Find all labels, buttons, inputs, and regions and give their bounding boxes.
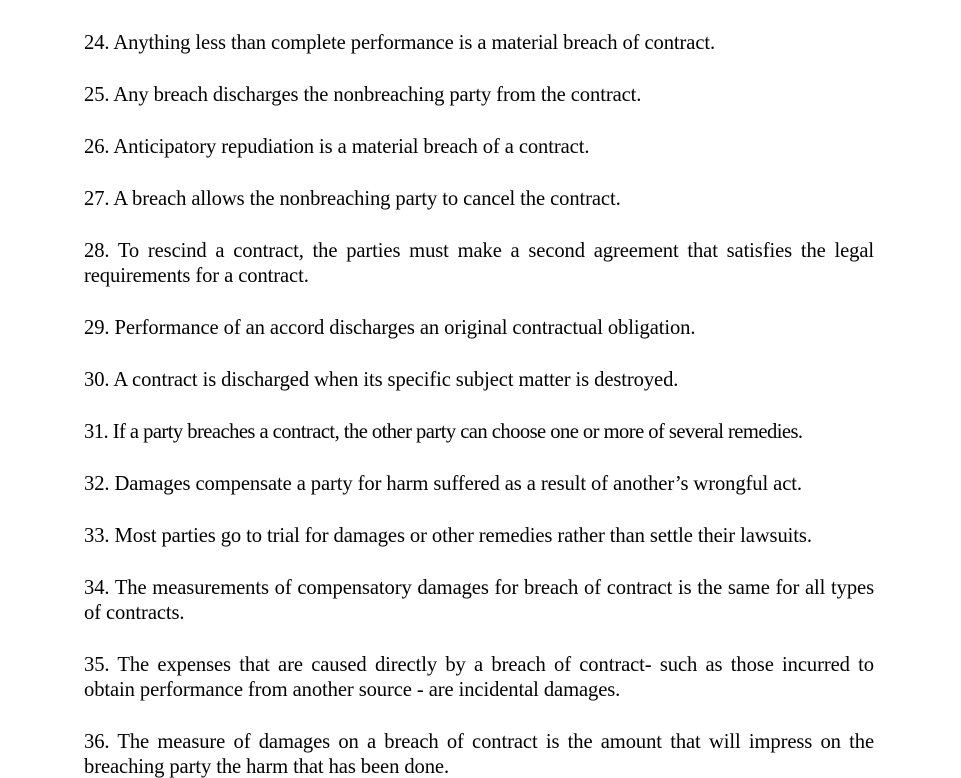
list-item: 24. Anything less than complete performance is a material breach of contract. — [84, 32, 716, 54]
list-item: 26. Anticipatory repudiation is a material breach of a contract. — [84, 136, 590, 158]
list-item: 32. Damages compensate a party for harm suffered as a result of another’s wrongful act. — [84, 473, 802, 495]
list-item: 25. Any breach discharges the nonbreaching party from the contract. — [84, 84, 642, 106]
cropped-previous-line — [84, 0, 274, 4]
list-item: 31. If a party breaches a contract, the other party can choose one or more of several remedies. — [84, 421, 803, 443]
list-item: 27. A breach allows the nonbreaching party to cancel the contract. — [84, 188, 621, 210]
list-item: 30. A contract is discharged when its specific subject matter is destroyed. — [84, 369, 679, 391]
list-item: 36. The measure of damages on a breach of contract is the amount that will impress on the breaching party the harm that has been done. — [84, 731, 874, 778]
list-item: 28. To rescind a contract, the parties must make a second agreement that satisfies the legal requirements for a contract. — [84, 240, 874, 287]
list-item: 35. The expenses that are caused directly by a breach of contract- such as those incurred to obtain performance from another source - are incidental damages. — [84, 654, 874, 701]
list-item: 29. Performance of an accord discharges an original contractual obligation. — [84, 317, 696, 339]
list-item: 33. Most parties go to trial for damages or other remedies rather than settle their lawsuits. — [84, 525, 812, 547]
list-item: 34. The measurements of compensatory damages for breach of contract is the same for all types of contracts. — [84, 577, 874, 624]
question-list — [84, 31, 874, 778]
